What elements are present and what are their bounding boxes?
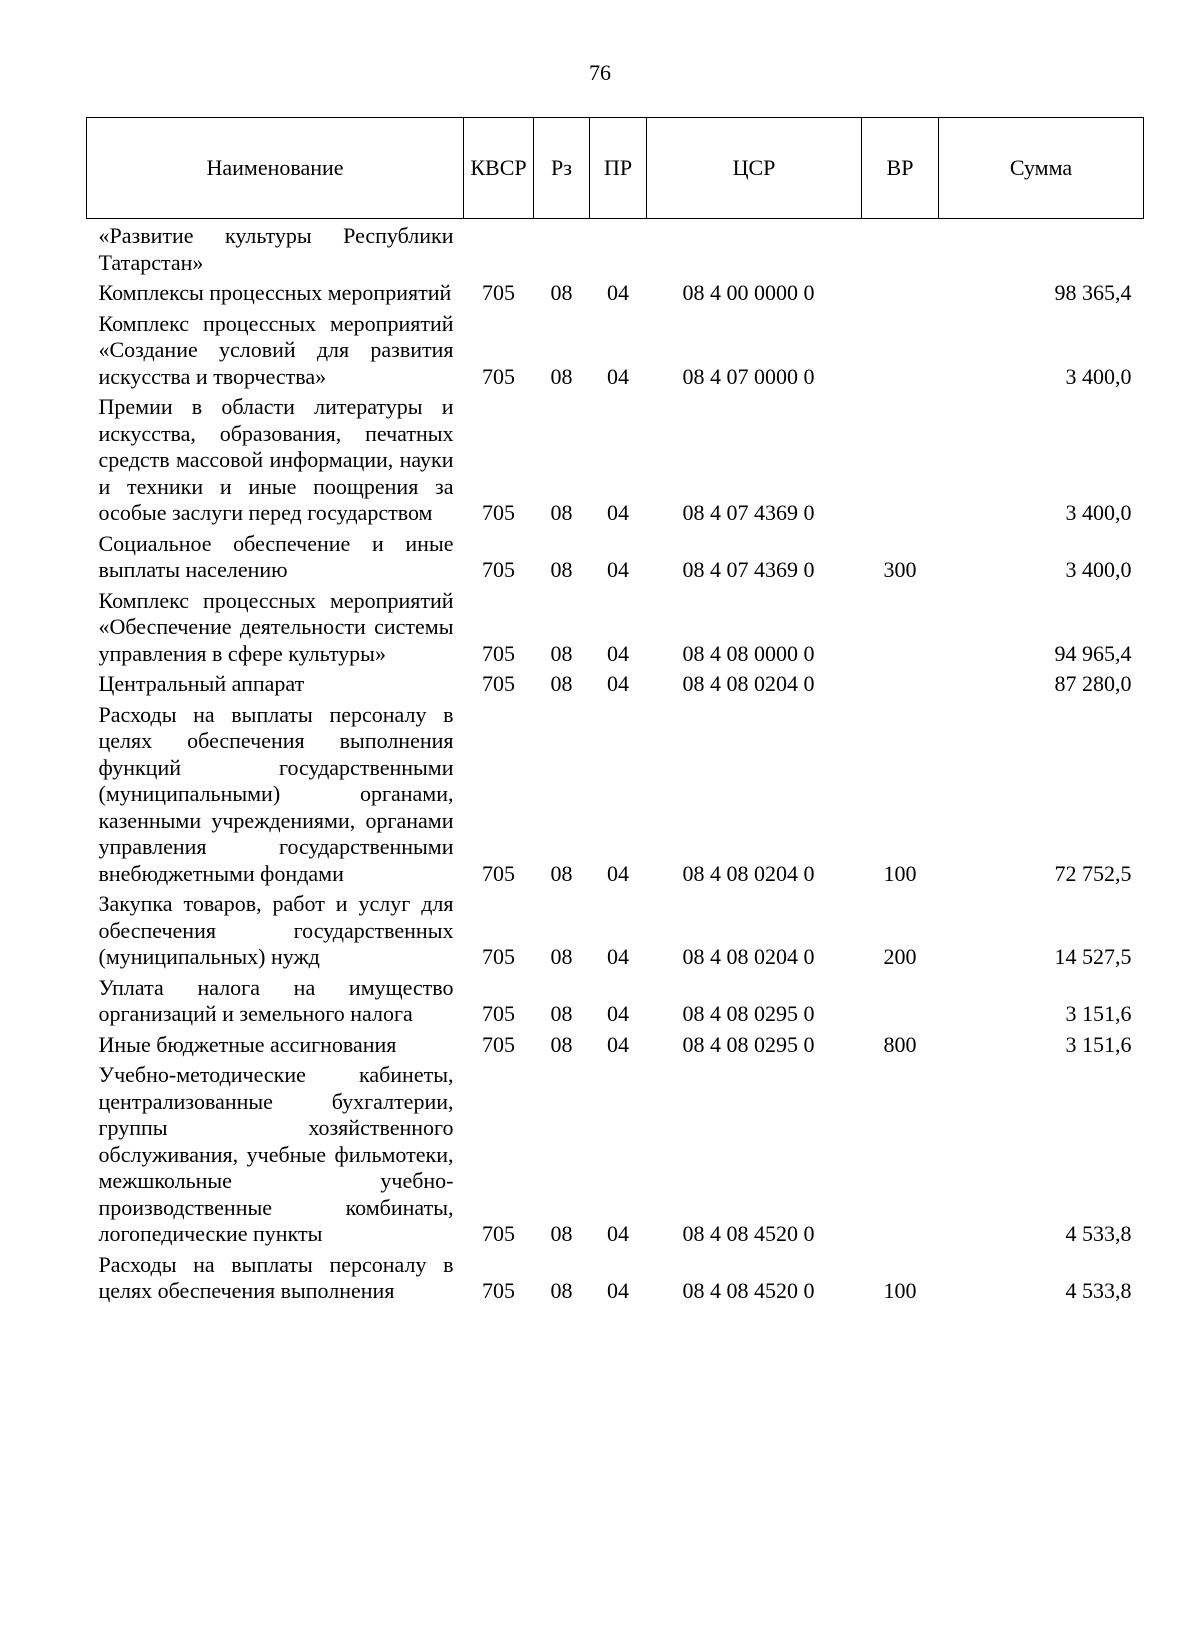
header-name: Наименование xyxy=(87,118,464,219)
cell-vr xyxy=(862,975,939,1032)
header-row xyxy=(87,118,1144,219)
cell-pr: 04 xyxy=(607,363,629,389)
cell-rz xyxy=(534,219,590,281)
cell-vr xyxy=(862,219,939,281)
cell-name: Премии в области литературы и искусства, образования, печатных средств массовой информации, науки и техники и иные поощрения за особые заслуги перед государством xyxy=(98,394,454,525)
cell-vr xyxy=(862,671,939,702)
cell-name: Комплекс процессных мероприятий «Обеспечение деятельности системы управления в сфере культуры» xyxy=(98,587,454,666)
cell-pr: 04 xyxy=(607,500,629,525)
cell-name: Социальное обеспечение и иные выплаты населению xyxy=(98,530,454,582)
cell-rz: 08 xyxy=(550,557,573,582)
cell-pr: 04 xyxy=(607,860,629,886)
cell-csr: 08 4 07 4369 0 xyxy=(682,500,815,525)
budget-table xyxy=(86,117,1144,1309)
cell-vr: 200 xyxy=(883,944,917,969)
cell-sum: 3 400,0 xyxy=(1065,557,1132,582)
cell-sum: 3 400,0 xyxy=(1065,500,1132,525)
cell-vr: 100 xyxy=(883,860,917,886)
table-row xyxy=(87,531,1144,588)
cell-kvsr: 705 xyxy=(482,1031,515,1057)
cell-rz: 08 xyxy=(550,500,573,525)
table-row xyxy=(87,671,1144,702)
cell-kvsr: 705 xyxy=(482,557,515,582)
header-vr: ВР xyxy=(862,118,939,219)
cell-vr: 300 xyxy=(883,557,917,582)
cell-vr: 800 xyxy=(883,1031,917,1057)
cell-kvsr: 705 xyxy=(482,860,515,886)
cell-vr xyxy=(862,1062,939,1252)
table-row xyxy=(87,588,1144,672)
cell-csr: 08 4 07 0000 0 xyxy=(682,363,815,389)
table-row xyxy=(87,219,1144,281)
cell-vr xyxy=(862,588,939,672)
cell-vr xyxy=(862,394,939,531)
cell-pr: 04 xyxy=(607,640,629,666)
cell-rz: 08 xyxy=(550,1221,573,1246)
cell-vr xyxy=(862,280,939,311)
cell-sum: 4 533,8 xyxy=(1065,1221,1132,1246)
cell-csr: 08 4 08 0295 0 xyxy=(682,1031,815,1057)
cell-csr: 08 4 08 4520 0 xyxy=(682,1278,815,1303)
cell-sum: 3 151,6 xyxy=(1065,1031,1132,1057)
cell-sum: 94 965,4 xyxy=(1054,640,1132,666)
cell-csr: 08 4 00 0000 0 xyxy=(682,280,815,305)
table-row xyxy=(87,975,1144,1032)
cell-rz: 08 xyxy=(550,640,573,666)
table-row xyxy=(87,280,1144,311)
cell-pr: 04 xyxy=(607,1001,629,1026)
cell-pr: 04 xyxy=(607,1278,629,1303)
table-row xyxy=(87,1062,1144,1252)
cell-sum: 3 151,6 xyxy=(1065,1001,1132,1026)
cell-name: Закупка товаров, работ и услуг для обеспечения государственных (муниципальных) нужд xyxy=(98,891,454,969)
table-body xyxy=(87,219,1144,1309)
header-rz: Рз xyxy=(534,118,590,219)
cell-kvsr xyxy=(464,219,534,281)
header-sum: Сумма xyxy=(939,118,1144,219)
cell-kvsr: 705 xyxy=(482,1221,515,1246)
cell-name: Учебно-методические кабинеты, централизованные бухгалтерии, группы хозяйственного обслуживания, учебные фильмотеки, межшкольные учебно-производственные комбинаты, логопедические пункты xyxy=(98,1062,454,1246)
cell-rz: 08 xyxy=(550,860,573,886)
cell-kvsr: 705 xyxy=(482,280,515,305)
table-row xyxy=(87,394,1144,531)
cell-csr: 08 4 08 0204 0 xyxy=(682,671,815,696)
cell-csr: 08 4 08 0204 0 xyxy=(682,860,815,886)
cell-name: Комплексы процессных мероприятий xyxy=(98,280,452,305)
cell-rz: 08 xyxy=(550,1278,573,1303)
cell-name: «Развитие культуры Республики Татарстан» xyxy=(98,223,454,275)
cell-pr: 04 xyxy=(607,280,629,305)
cell-sum: 14 527,5 xyxy=(1054,944,1132,969)
table-row xyxy=(87,702,1144,892)
cell-kvsr: 705 xyxy=(482,500,515,525)
cell-name: Уплата налога на имущество организаций и земельного налога xyxy=(98,974,454,1026)
cell-sum: 98 365,4 xyxy=(1054,280,1132,305)
header-kvsr: КВСР xyxy=(464,118,534,219)
cell-name: Расходы на выплаты персоналу в целях обеспечения выполнения xyxy=(98,1251,454,1303)
cell-sum: 72 752,5 xyxy=(1054,860,1132,886)
cell-rz: 08 xyxy=(550,1031,573,1057)
cell-rz: 08 xyxy=(550,944,573,969)
cell-pr: 04 xyxy=(607,557,629,582)
table-header xyxy=(87,118,1144,219)
cell-pr xyxy=(590,219,647,281)
cell-csr: 08 4 07 4369 0 xyxy=(682,557,815,582)
cell-pr: 04 xyxy=(607,1031,629,1057)
table-row xyxy=(87,1032,1144,1063)
cell-name: Расходы на выплаты персоналу в целях обеспечения выполнения функций государственными (муниципальными) органами, казенными учреждениями, органами управления государственными внебюджетными фондами xyxy=(98,701,454,886)
cell-rz: 08 xyxy=(550,280,573,305)
cell-kvsr: 705 xyxy=(482,944,515,969)
table-row xyxy=(87,311,1144,395)
cell-kvsr: 705 xyxy=(482,1278,515,1303)
cell-name: Центральный аппарат xyxy=(98,671,305,696)
header-csr: ЦСР xyxy=(647,118,862,219)
cell-rz: 08 xyxy=(550,363,573,389)
cell-csr: 08 4 08 0204 0 xyxy=(682,944,815,969)
cell-csr xyxy=(647,219,862,281)
cell-pr: 04 xyxy=(607,671,629,696)
cell-vr xyxy=(862,311,939,395)
cell-vr: 100 xyxy=(883,1278,917,1303)
cell-name: Комплекс процессных мероприятий «Создание условий для развития искусства и творчества» xyxy=(98,310,454,389)
cell-csr: 08 4 08 0295 0 xyxy=(682,1001,815,1026)
cell-sum: 87 280,0 xyxy=(1054,671,1132,696)
cell-csr: 08 4 08 0000 0 xyxy=(682,640,815,666)
table-row xyxy=(87,891,1144,975)
cell-kvsr: 705 xyxy=(482,640,515,666)
cell-kvsr: 705 xyxy=(482,671,515,696)
cell-rz: 08 xyxy=(550,1001,573,1026)
cell-sum: 3 400,0 xyxy=(1065,363,1132,389)
cell-pr: 04 xyxy=(607,1221,629,1246)
cell-pr: 04 xyxy=(607,944,629,969)
cell-sum xyxy=(939,219,1144,281)
cell-sum: 4 533,8 xyxy=(1065,1278,1132,1303)
cell-rz: 08 xyxy=(550,671,573,696)
cell-name: Иные бюджетные ассигнования xyxy=(98,1031,397,1057)
cell-kvsr: 705 xyxy=(482,1001,515,1026)
page-number: 76 xyxy=(589,60,611,85)
cell-csr: 08 4 08 4520 0 xyxy=(682,1221,815,1246)
header-pr: ПР xyxy=(590,118,647,219)
cell-kvsr: 705 xyxy=(482,363,515,389)
table-row xyxy=(87,1252,1144,1309)
